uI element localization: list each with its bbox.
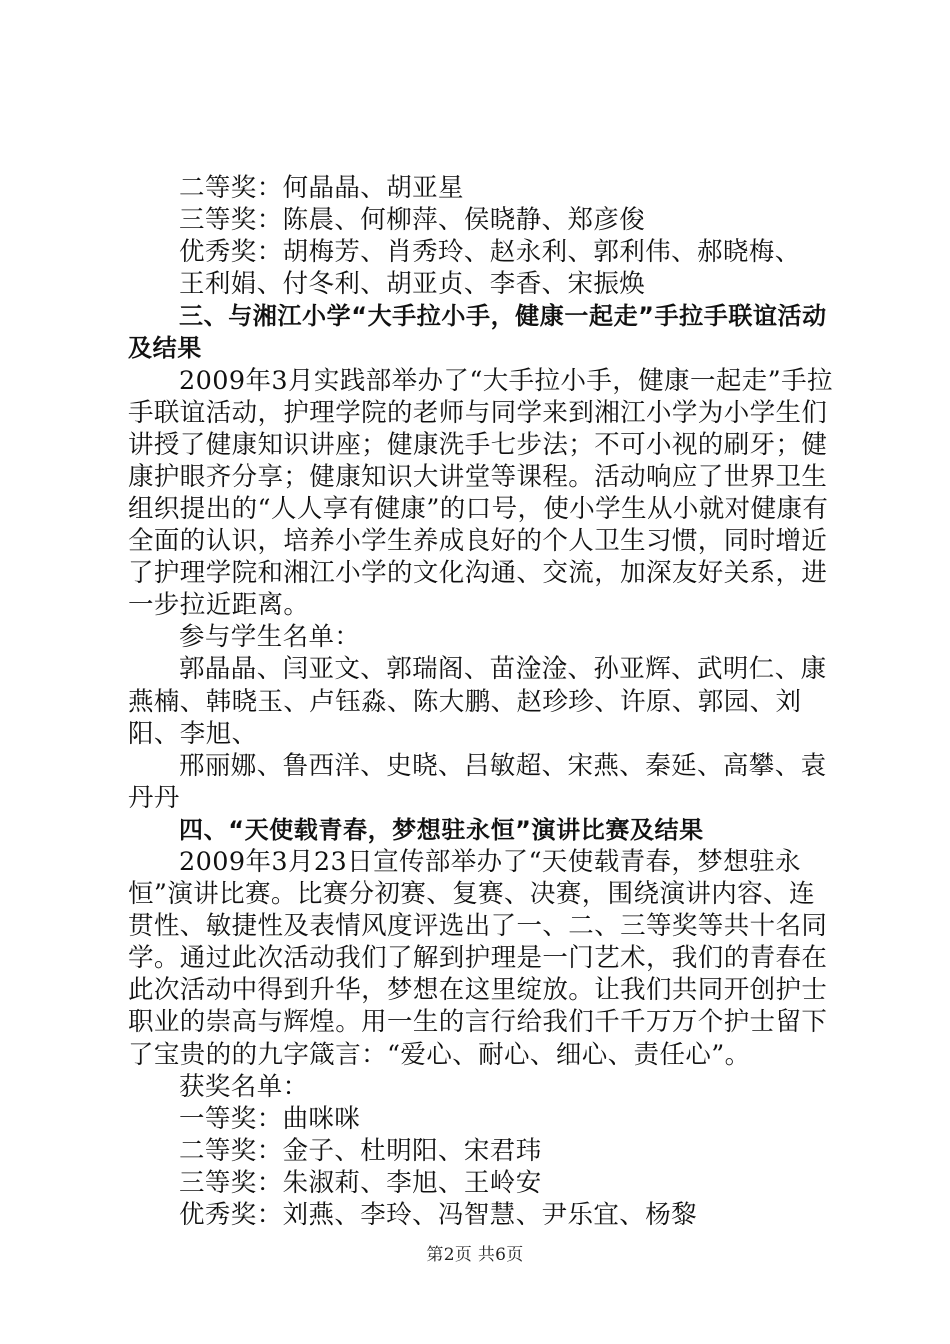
third-prize-line-speech: 三等奖：朱淑莉、李旭、王岭安 <box>179 1167 542 1198</box>
participants-label: 参与学生名单： <box>179 622 361 653</box>
second-prize-line-speech: 二等奖：金子、杜明阳、宋君玮 <box>179 1135 542 1166</box>
section-3-heading: 三、与湘江小学“大手拉小手，健康一起走”手拉手联谊活动及结果 <box>128 302 827 363</box>
second-prize-line: 二等奖：何晶晶、胡亚星 <box>179 173 464 203</box>
section-3-paragraph: 2009年3月实践部举办了“大手拉小手，健康一起走”手拉手联谊活动，护理学院的老师与同学来到湘江小学为小学生们讲授了健康知识讲座；健康洗手七步法；不可小视的刷牙；健康护眼齐分享；健康知识大讲堂等课程。活动响应了世界卫生组织提出的“人人享有健康”的口号，使小学生从小就对健康有全面的认识，培养小学生养成良好的个人卫生习惯，同时增近了护理学院和湘江小学的文化沟通、交流，加深友好关系，进一步拉近距离。 <box>128 365 833 621</box>
excellent-prize-line-continued: 王利娟、付冬利、胡亚贞、李香、宋振焕 <box>179 269 646 300</box>
winners-label: 获奖名单： <box>179 1071 309 1102</box>
participants-list: 郭晶晶、闫亚文、郭瑞阁、苗淦淦、孙亚辉、武明仁、康燕楠、韩晓玉、卢钰淼、陈大鹏、赵珍珍、许原、郭园、刘阳、李旭、 <box>128 654 827 749</box>
first-prize-line: 一等奖：曲咪咪 <box>179 1103 361 1134</box>
excellent-prize-line: 优秀奖：胡梅芳、肖秀玲、赵永利、郭利伟、郝晓梅、 <box>179 237 801 268</box>
page-footer: 第2页 共6页 <box>426 1245 524 1265</box>
document-body <box>128 172 833 1231</box>
section-4-heading: 四、“天使载青春，梦想驻永恒”演讲比赛及结果 <box>179 815 704 844</box>
section-4-paragraph: 2009年3月23日宣传部举办了“天使载青春，梦想驻永恒”演讲比赛。比赛分初赛、复赛、决赛，围绕演讲内容、连贯性、敏捷性及表情风度评选出了一、二、三等奖等共十名同学。通过此次活动我们了解到护理是一门艺术，我们的青春在此次活动中得到升华，梦想在这里绽放。让我们共同开创护士职业的崇高与辉煌。用一生的言行给我们千千万万个护士留下了宝贵的的九字箴言：“爱心、耐心、细心、责任心”。 <box>128 846 828 1070</box>
third-prize-line: 三等奖：陈晨、何柳萍、侯晓静、郑彦俊 <box>179 205 646 236</box>
excellent-prize-line-speech: 优秀奖：刘燕、李玲、冯智慧、尹乐宜、杨黎 <box>179 1200 698 1230</box>
participants-list-continued: 邢丽娜、鲁西洋、史晓、吕敏超、宋燕、秦延、高攀、袁丹丹 <box>128 750 827 813</box>
